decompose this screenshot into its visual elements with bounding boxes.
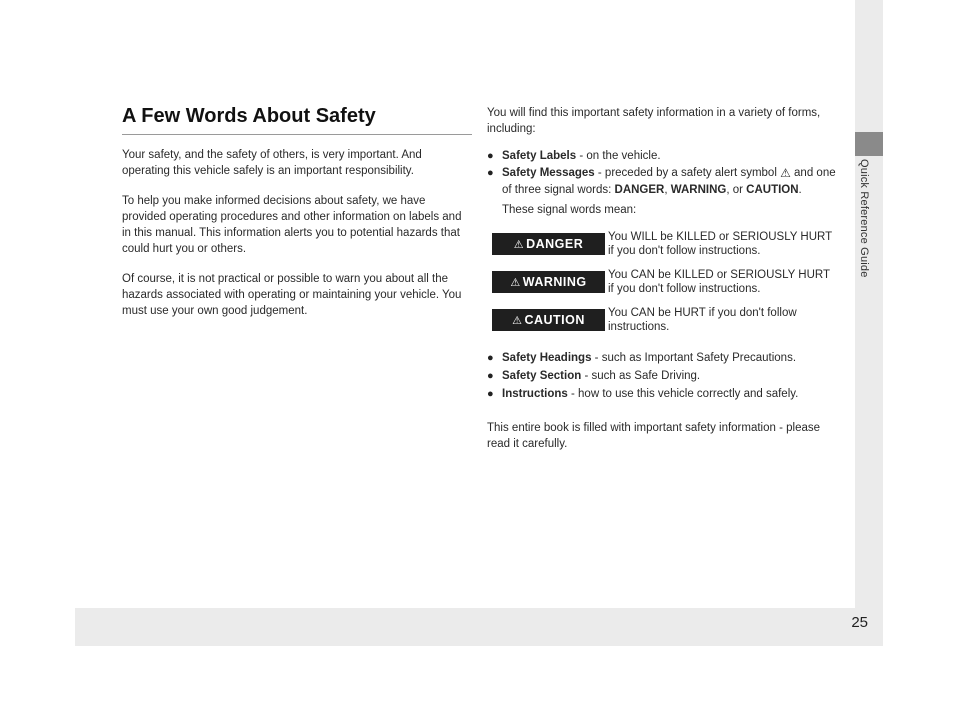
signal-description: You WILL be KILLED or SERIOUSLY HURT if you don't follow instructions. [608, 231, 832, 257]
bullet-desc: - such as Safe Driving. [581, 370, 701, 382]
bullet-safety-section [487, 368, 837, 385]
sidebar-background [855, 0, 883, 645]
warning-triangle-icon: ⚠ [512, 315, 523, 327]
footer-band [75, 608, 883, 646]
caution-label [492, 309, 605, 331]
bullet-term: Safety Messages [502, 167, 595, 179]
bullet-term: Safety Headings [502, 352, 592, 364]
warning-triangle-icon: ⚠ [513, 239, 525, 251]
paragraph-informed-decisions: To help you make informed decisions about safety, we have provided operating procedures and other information on labels and in this manual. This information alerts you to potential hazards that could hurt you or others. [122, 195, 462, 255]
bullet-desc: - on the vehicle. [576, 150, 661, 162]
period: . [798, 184, 802, 196]
danger-label [492, 233, 605, 255]
paragraph-safety-importance: Your safety, and the safety of others, is very important. And operating this vehicle safely is an important responsibility. [122, 149, 422, 177]
signal-word-danger: DANGER [614, 184, 665, 196]
closing-paragraph: This entire book is filled with important safety information - please read it carefully. [487, 422, 821, 450]
page-title: A Few Words About Safety [122, 105, 472, 135]
signal-label-text: WARNING [522, 275, 587, 289]
separator: , [664, 184, 671, 196]
bullet-desc: - how to use this vehicle correctly and safely. [567, 388, 799, 400]
signal-word-warning: WARNING [670, 184, 727, 196]
signal-label-text: DANGER [526, 237, 584, 251]
signal-word-caution: CAUTION [746, 184, 799, 196]
bullet-term: Instructions [502, 388, 568, 400]
warning-label [492, 271, 605, 293]
bullet-safety-headings [487, 350, 837, 367]
intro-text: You will find this important safety information in a variety of forms, including: [487, 107, 821, 135]
bullet-safety-labels [487, 148, 837, 165]
bullet-list-bottom [487, 350, 837, 404]
bullet-term: Safety Labels [502, 150, 577, 162]
signal-description: You CAN be HURT if you don't follow instructions. [608, 307, 797, 333]
left-column [122, 105, 472, 319]
bullet-desc: - preceded by a safety alert symbol [594, 167, 781, 179]
signal-label-text: CAUTION [524, 313, 585, 327]
bullet-safety-messages [487, 165, 837, 219]
bullet-instructions [487, 386, 837, 403]
signal-row-caution [487, 309, 847, 335]
bullet-term: Safety Section [502, 370, 582, 382]
signal-intro: These signal words mean: [502, 204, 637, 216]
right-column [487, 105, 837, 219]
safety-alert-icon: ⚠ [780, 166, 791, 180]
signal-description: You CAN be KILLED or SERIOUSLY HURT if you don't follow instructions. [608, 269, 830, 295]
page-number: 25 [851, 614, 868, 631]
bullet-desc: and one of three signal words: [502, 167, 836, 196]
closing-paragraph-wrap [487, 420, 837, 452]
section-tab-label[interactable]: Quick Reference Guide [858, 159, 870, 278]
paragraph-good-judgement: Of course, it is not practical or possible to warn you about all the hazards associated with operating or maintaining your vehicle. You must use your own good judgement. [122, 273, 462, 317]
separator: , or [726, 184, 747, 196]
section-tab-marker[interactable] [855, 132, 883, 156]
signal-row-danger [487, 233, 847, 259]
signal-row-warning [487, 271, 847, 297]
warning-triangle-icon: ⚠ [510, 277, 521, 289]
bullet-desc: - such as Important Safety Precautions. [591, 352, 797, 364]
